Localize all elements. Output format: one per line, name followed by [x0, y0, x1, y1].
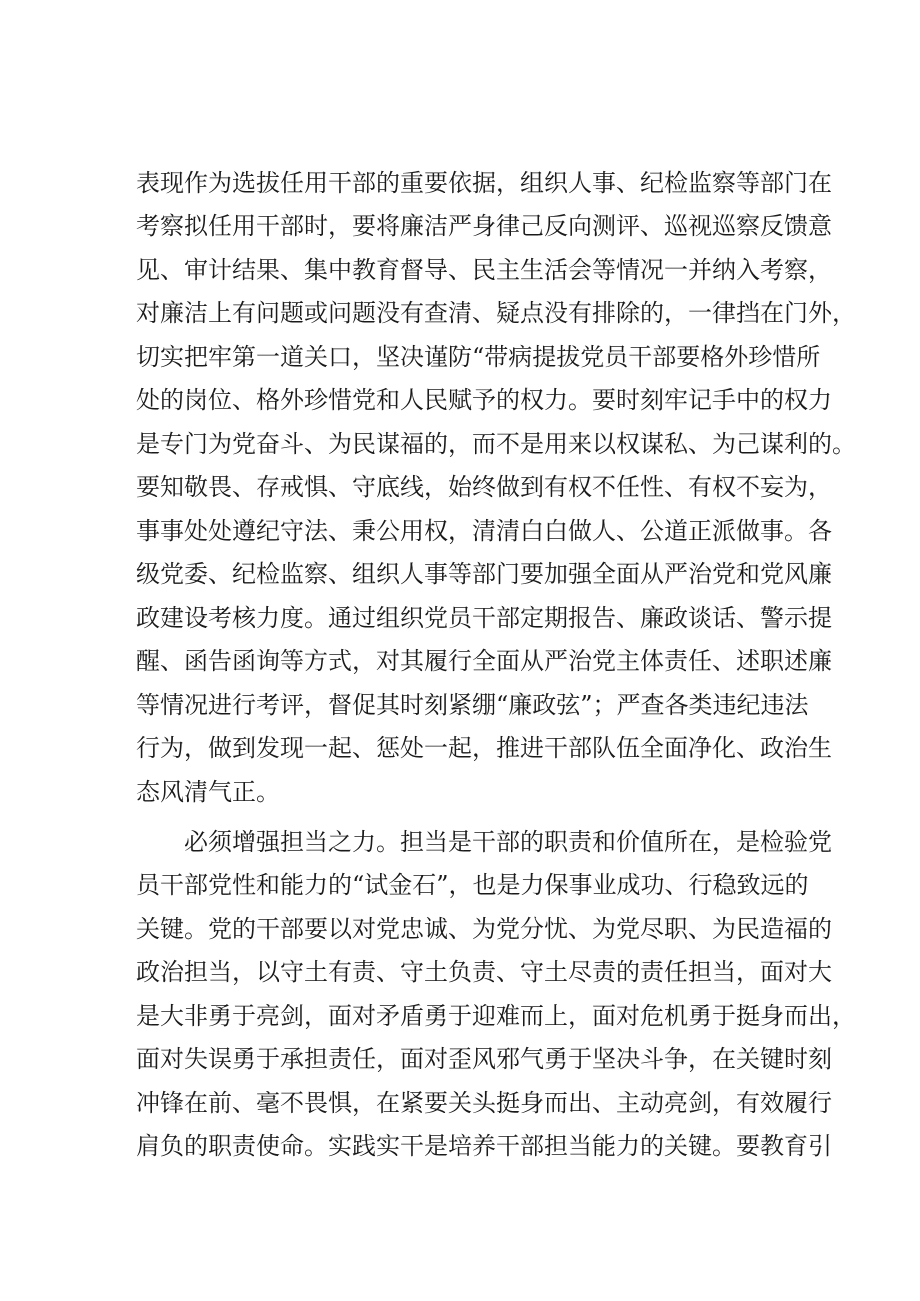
text-line: 行为，做到发现一起、惩处一起，推进干部队伍全面净化、政治生 [136, 734, 832, 762]
text-line: 员干部党性和能力的“试金石”，也是力保事业成功、行稳致远的 [136, 871, 809, 899]
text-line: 级党委、纪检监察、组织人事等部门要加强全面从严治党和党风廉 [136, 560, 832, 588]
paragraph-first-line: 必须增强担当之力。担当是干部的职责和价值所在，是检验党 [184, 828, 832, 856]
text-line: 对廉洁上有问题或问题没有查清、疑点没有排除的，一律挡在门外， [136, 299, 856, 327]
text-line: 是大非勇于亮剑，面对矛盾勇于迎难而上，面对危机勇于挺身而出， [136, 1002, 856, 1030]
text-line: 面对失误勇于承担责任，面对歪风邪气勇于坚决斗争，在关键时刻 [136, 1045, 832, 1073]
text-line: 冲锋在前、毫不畏惧，在紧要关头挺身而出、主动亮剑，有效履行 [136, 1089, 832, 1117]
text-line: 肩负的职责使命。实践实干是培养干部担当能力的关键。要教育引 [136, 1132, 832, 1160]
text-line: 见、审计结果、集中教育督导、民主生活会等情况一并纳入考察， [136, 256, 832, 284]
text-line: 等情况进行考评，督促其时刻紧绷“廉政弦”；严查各类违纪违法 [136, 691, 809, 719]
text-line: 切实把牢第一道关口，坚决谨防“带病提拔党员干部要格外珍惜所 [136, 343, 821, 371]
text-line: 事事处处遵纪守法、秉公用权，清清白白做人、公道正派做事。各 [136, 517, 832, 545]
text-line: 考察拟任用干部时，要将廉洁严身律己反向测评、巡视巡察反馈意 [136, 212, 832, 240]
text-line: 是专门为党奋斗、为民谋福的，而不是用来以权谋私、为己谋利的。 [136, 430, 856, 458]
text-line: 表现作为选拔任用干部的重要依据，组织人事、纪检监察等部门在 [136, 169, 832, 197]
text-line: 政建设考核力度。通过组织党员干部定期报告、廉政谈话、警示提 [136, 604, 832, 632]
text-line: 醒、函告函询等方式，对其履行全面从严治党主体责任、述职述廉 [136, 647, 832, 675]
paragraph-end-line: 态风清气正。 [136, 778, 280, 806]
text-line: 要知敬畏、存戒惧、守底线，始终做到有权不任性、有权不妄为， [136, 473, 832, 501]
text-line: 政治担当，以守土有责、守土负责、守土尽责的责任担当，面对大 [136, 958, 832, 986]
text-line: 处的岗位、格外珍惜党和人民赋予的权力。要时刻牢记手中的权力 [136, 386, 832, 414]
text-line: 关键。党的干部要以对党忠诚、为党分忧、为党尽职、为民造福的 [136, 915, 832, 943]
